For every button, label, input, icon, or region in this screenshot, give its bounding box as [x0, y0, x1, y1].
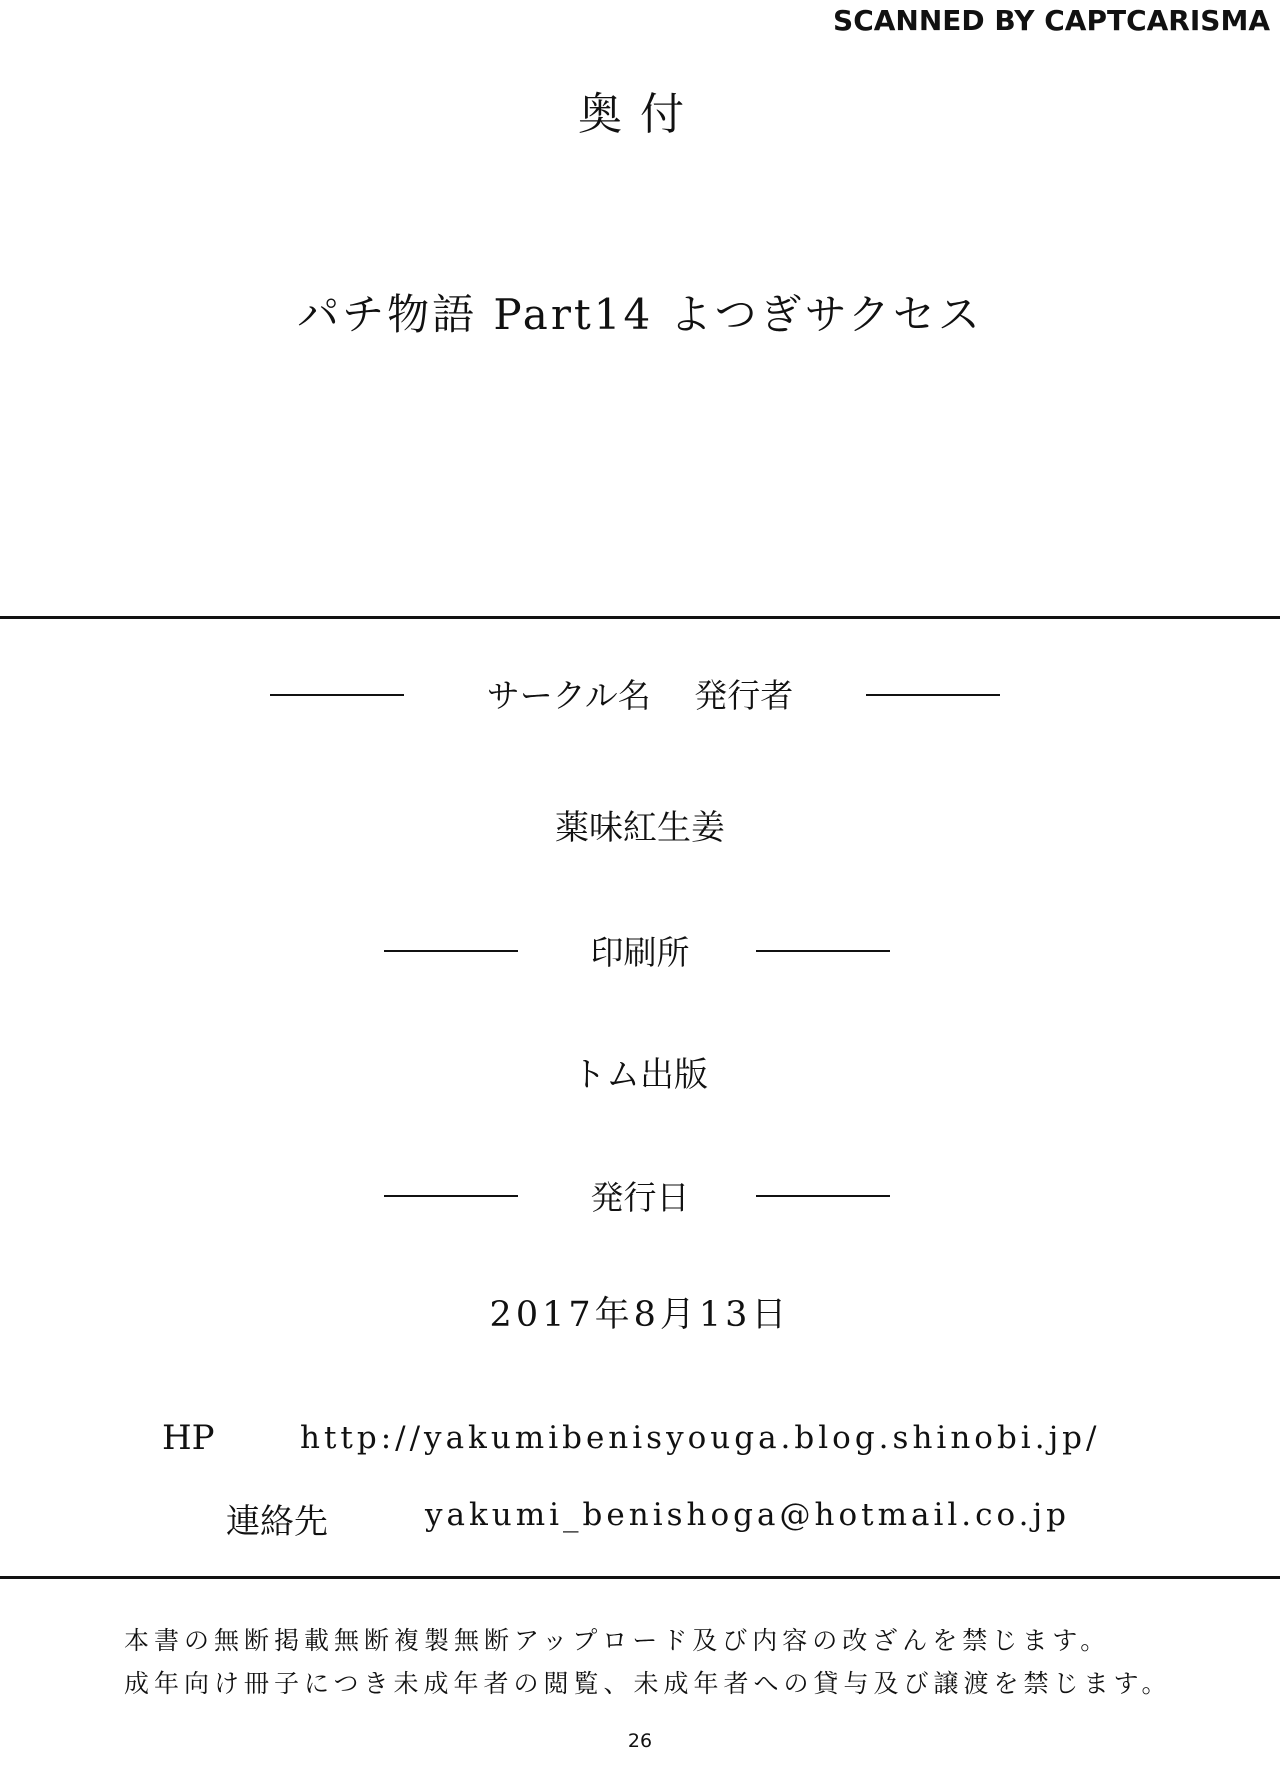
printer-name: トム出版: [572, 1055, 708, 1095]
notice-line-2: 成年向け冊子につき未成年者の閲覧、未成年者への貸与及び譲渡を禁じます。: [124, 1669, 1172, 1698]
colophon-heading: 奥付: [578, 89, 702, 140]
hp-label: HP: [162, 1418, 215, 1458]
scanner-watermark: SCANNED BY CAPTCARISMA: [833, 4, 1270, 37]
page-number: 26: [627, 1730, 653, 1752]
issue-date: 2017年8月13日: [489, 1295, 791, 1335]
top-divider: [0, 616, 1280, 619]
printer-label: 印刷所: [590, 933, 690, 972]
bottom-divider: [0, 1576, 1280, 1579]
book-title: パチ物語 Part14 よつぎサクセス: [297, 290, 983, 339]
circle-label-right-rule: [866, 694, 1000, 696]
circle-publisher-label: サークル名 発行者: [486, 676, 794, 715]
contact-label: 連絡先: [226, 1502, 328, 1542]
hp-url[interactable]: http://yakumibenisyouga.blog.shinobi.jp/: [300, 1420, 1101, 1456]
notice-line-1: 本書の無断掲載無断複製無断アップロード及び内容の改ざんを禁じます。: [124, 1626, 1111, 1655]
circle-name: 薬味紅生姜: [555, 808, 725, 848]
date-label-right-rule: [756, 1195, 890, 1197]
issue-date-label: 発行日: [590, 1178, 690, 1217]
contact-email[interactable]: yakumi_benishoga@hotmail.co.jp: [425, 1497, 1070, 1533]
printer-label-right-rule: [756, 950, 890, 952]
